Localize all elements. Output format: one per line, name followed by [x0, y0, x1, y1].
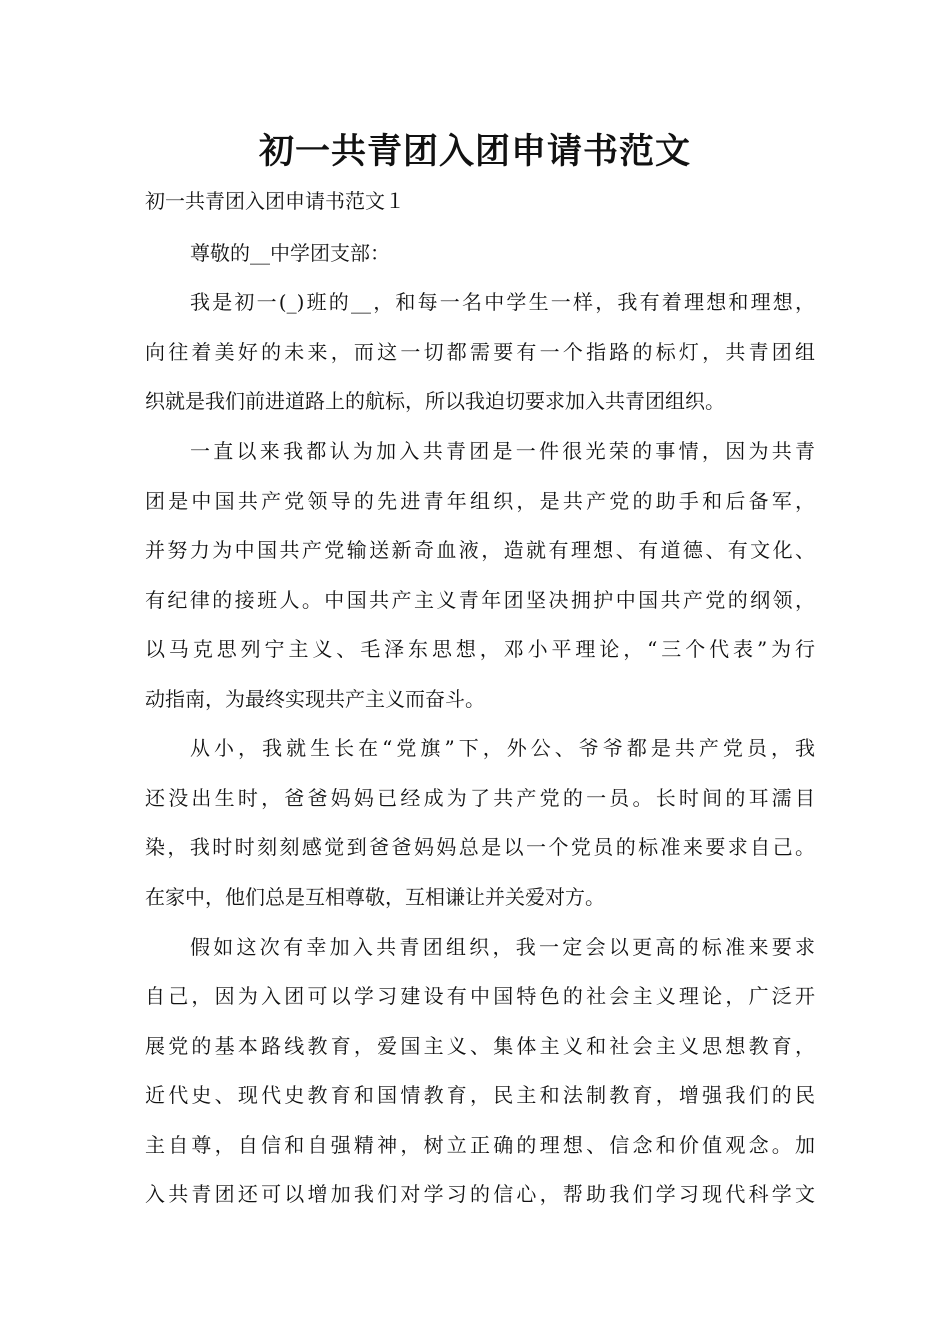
body-line: 动指南，为最终实现共产主义而奋斗。	[145, 687, 485, 711]
body-line: 织就是我们前进道路上的航标，所以我迫切要求加入共青团组织。	[145, 389, 725, 413]
body-line: 近代史、现代史教育和国情教育，民主和法制教育，增强我们的民	[145, 1083, 815, 1107]
body-line: 以马克思列宁主义、毛泽东思想，邓小平理论，“三个代表”为行	[145, 637, 815, 661]
body-line: 一直以来我都认为加入共青团是一件很光荣的事情，因为共青	[190, 439, 815, 463]
document-subtitle: 初一共青团入团申请书范文１	[145, 189, 405, 213]
body-line: 还没出生时，爸爸妈妈已经成为了共产党的一员。长时间的耳濡目	[145, 786, 815, 810]
body-line: 向往着美好的未来，而这一切都需要有一个指路的标灯，共青团组	[145, 340, 815, 364]
body-line: 并努力为中国共产党输送新奇血液，造就有理想、有道德、有文化、	[145, 538, 815, 562]
body-line: 有纪律的接班人。中国共产主义青年团坚决拥护中国共产党的纲领，	[145, 588, 815, 612]
document-title: 初一共青团入团申请书范文	[258, 132, 691, 172]
body-line: 入共青团还可以增加我们对学习的信心，帮助我们学习现代科学文	[145, 1182, 815, 1206]
body-line: 主自尊，自信和自强精神，树立正确的理想、信念和价值观念。加	[145, 1133, 815, 1157]
body-line: 从小，我就生长在“党旗”下，外公、爷爷都是共产党员，我	[190, 736, 815, 760]
salutation: 尊敬的__中学团支部：	[190, 241, 390, 265]
body-line: 自己，因为入团可以学习建设有中国特色的社会主义理论，广泛开	[145, 984, 815, 1008]
body-line: 假如这次有幸加入共青团组织，我一定会以更高的标准来要求	[190, 935, 815, 959]
body-line: 展党的基本路线教育，爱国主义、集体主义和社会主义思想教育，	[145, 1034, 815, 1058]
body-line: 团是中国共产党领导的先进青年组织，是共产党的助手和后备军，	[145, 489, 815, 513]
body-line: 染，我时时刻刻感觉到爸爸妈妈总是以一个党员的标准来要求自己。	[145, 835, 815, 859]
body-line: 我是初一(_)班的__，和每一名中学生一样，我有着理想和理想，	[190, 290, 815, 314]
body-line: 在家中，他们总是互相尊敬，互相谦让并关爱对方。	[145, 885, 605, 909]
